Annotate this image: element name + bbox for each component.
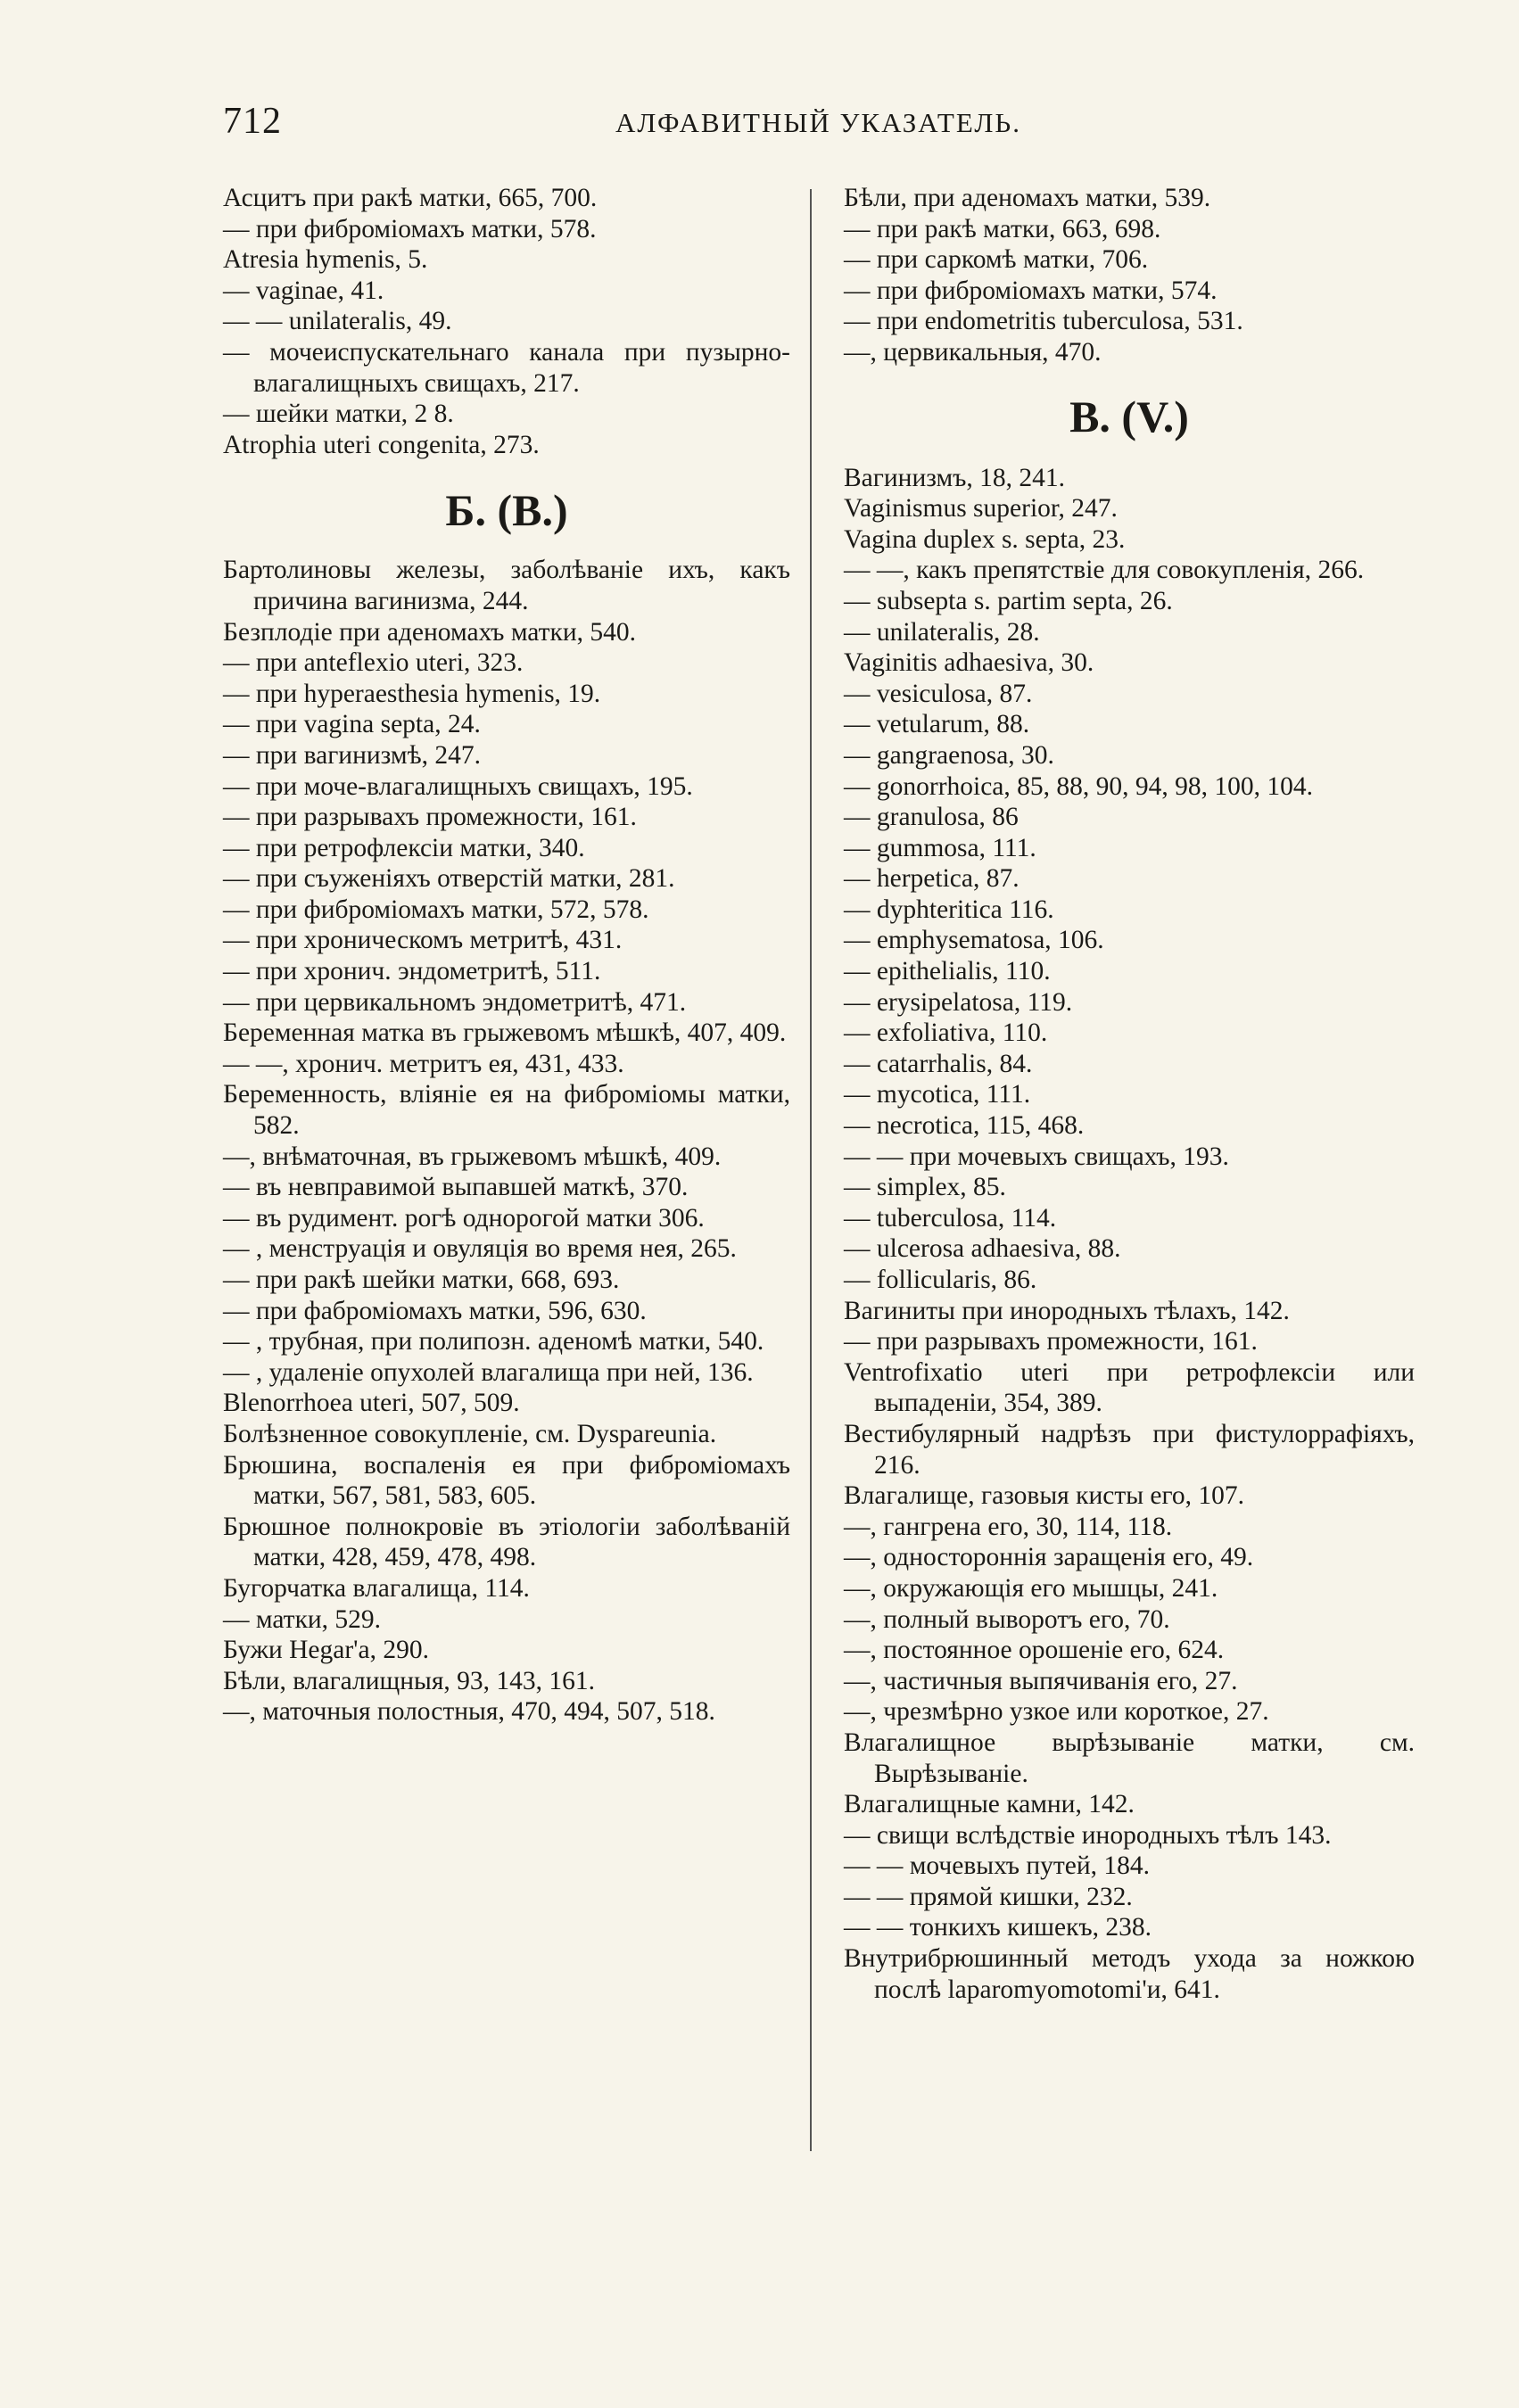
index-entry: — , трубная, при полипозн. аденомѣ матки, 540. (223, 1327, 764, 1357)
index-entry: —, маточныя полостныя, 470, 494, 507, 518. (223, 1697, 715, 1727)
index-entry: — при anteflexio uteri, 323. (223, 648, 524, 678)
index-entry: Беременность, вліяніе ея на фиброміомы матки, 582. (223, 1080, 790, 1141)
index-entry: — матки, 529. (223, 1604, 382, 1634)
page-number: 712 (223, 101, 282, 142)
index-entry: Влагалищные камни, 142. (844, 1790, 1135, 1819)
index-entry: —, частичныя выпячиванія его, 27. (844, 1666, 1238, 1695)
column-divider (810, 189, 812, 2151)
index-entry: — — прямой кишки, 232. (844, 1882, 1133, 1911)
index-entry: —, окружающія его мышцы, 241. (844, 1573, 1218, 1603)
page-header (223, 100, 1284, 144)
index-entry: —, цервикальныя, 470. (844, 337, 1102, 367)
index-entry: Ventrofixatio uteri при ретрофлексіи или выпаденіи, 354, 389. (844, 1357, 1415, 1418)
index-entry: — exfoliativa, 110. (844, 1018, 1048, 1048)
index-entry: — при хроническомъ метритѣ, 431. (223, 926, 623, 955)
index-entry: —, гангрена его, 30, 114, 118. (844, 1512, 1173, 1541)
index-column-left (223, 183, 790, 1728)
index-entry: Вестибулярный надрѣзъ при фистулоррафіяхъ, 216. (844, 1419, 1415, 1480)
index-entry: — при ретрофлексіи матки, 340. (223, 833, 585, 862)
index-entry: — при hyperaesthesia hymenis, 19. (223, 679, 601, 708)
index-entry: — при разрывахъ промежности, 161. (223, 803, 637, 832)
index-entry: Внутрибрюшинный методъ ухода за ножкою послѣ laparomyomotomi'и, 641. (844, 1944, 1415, 2004)
index-entry: — granulosa, 86 (844, 803, 1019, 832)
index-entry: — vetularum, 88. (844, 710, 1030, 739)
index-entry: — follicularis, 86. (844, 1266, 1037, 1294)
index-entry: Бѣли, при аденомахъ матки, 539. (844, 184, 1211, 212)
index-entry: —, чрезмѣрно узкое или короткое, 27. (844, 1697, 1269, 1727)
index-entry: Беременная матка въ грыжевомъ мѣшкѣ, 407, 409. (223, 1018, 787, 1048)
index-entry: Брюшное полнокровіе въ этіологіи заболѣваній матки, 428, 459, 478, 498. (223, 1512, 790, 1572)
index-entry: — — при мочевыхъ свищахъ, 193. (844, 1142, 1229, 1171)
index-entry: — mycotica, 111. (844, 1080, 1031, 1109)
index-entry: Брюшина, воспаленія ея при фиброміомахъ матки, 567, 581, 583, 605. (223, 1450, 790, 1511)
index-entry: — tuberculosa, 114. (844, 1203, 1057, 1233)
index-entry: Blenorrhoea uteri, 507, 509. (223, 1389, 520, 1418)
index-entry: — vesiculosa, 87. (844, 679, 1033, 708)
index-entry: — при съуженіяхъ отверстій матки, 281. (223, 864, 675, 894)
index-entry: — при endometritis tuberculosa, 531. (844, 307, 1243, 336)
index-entry: — шейки матки, 2 8. (223, 400, 454, 429)
index-entry: Асцитъ при ракѣ матки, 665, 700. (223, 184, 598, 212)
index-entry: — gangraenosa, 30. (844, 740, 1054, 770)
index-entry: — при цервикальномъ эндометритѣ, 471. (223, 987, 687, 1017)
index-entry: —, постоянное орошеніе его, 624. (844, 1636, 1225, 1665)
index-entry: — subsepta s. partim septa, 26. (844, 586, 1173, 615)
index-entry: Atresia hymenis, 5. (223, 245, 428, 275)
index-entry: — , удаленіе опухолей влагалища при ней, 136. (223, 1357, 754, 1387)
index-entry: — emphysematosa, 106. (844, 926, 1104, 955)
index-entry: — —, хронич. метритъ ея, 431, 433. (223, 1049, 624, 1078)
index-entry: — при фиброміомахъ матки, 572, 578. (223, 895, 649, 924)
index-entry: — при вагинизмѣ, 247. (223, 740, 481, 770)
index-entry: — свищи вслѣдствіе инородныхъ тѣлъ 143. (844, 1820, 1332, 1850)
index-entry: Болѣзненное совокупленіе, см. Dyspareunia. (223, 1419, 717, 1448)
index-entry: Вагинизмъ, 18, 241. (844, 463, 1066, 492)
index-entry: — при разрывахъ промежности, 161. (844, 1327, 1258, 1357)
index-entry: — — unilateralis, 49. (223, 307, 452, 336)
index-entry: — catarrhalis, 84. (844, 1049, 1033, 1078)
index-entry: — — мочевыхъ путей, 184. (844, 1851, 1151, 1881)
index-entry: Бужи Hegar'а, 290. (223, 1636, 429, 1665)
index-entry: — vaginae, 41. (223, 276, 384, 305)
index-entry: Бѣли, влагалищныя, 93, 143, 161. (223, 1666, 596, 1695)
index-entry: Влагалище, газовыя кисты его, 107. (844, 1481, 1245, 1511)
section-heading: В. (V.) (1069, 391, 1189, 441)
index-entry: —, полный выворотъ его, 70. (844, 1604, 1170, 1634)
index-entry: — — тонкихъ кишекъ, 238. (844, 1913, 1152, 1942)
index-entry: — simplex, 85. (844, 1173, 1006, 1202)
index-entry: — ulcerosa adhaesiva, 88. (844, 1234, 1121, 1264)
index-entry: — въ невправимой выпавшей маткѣ, 370. (223, 1173, 689, 1202)
index-entry: — при vagina septa, 24. (223, 710, 481, 739)
index-entry: — , менструація и овуляція во время нея, 265. (223, 1234, 737, 1264)
index-entry: — при фиброміомахъ матки, 574. (844, 276, 1218, 305)
index-entry: Бартолиновы железы, заболѣваніе ихъ, какъ причина вагинизма, 244. (223, 556, 790, 615)
index-entry: Atrophia uteri congenita, 273. (223, 430, 540, 459)
index-entry: — мочеиспускательнаго канала при пузырно-влагалищныхъ свищахъ, 217. (223, 337, 790, 398)
index-entry: Vaginitis adhaesiva, 30. (844, 648, 1094, 678)
index-entry: — epithelialis, 110. (844, 957, 1051, 986)
index-entry: — при фиброміомахъ матки, 578. (223, 214, 597, 243)
index-entry: —, внѣматочная, въ грыжевомъ мѣшкѣ, 409. (223, 1142, 722, 1171)
section-heading: Б. (B.) (445, 485, 568, 536)
index-entry: Vaginismus superior, 247. (844, 494, 1118, 524)
index-entry: — gonorrhoica, 85, 88, 90, 94, 98, 100, 104. (844, 771, 1314, 801)
index-entry: — herpetica, 87. (844, 864, 1020, 894)
index-entry: — —, какъ препятствіе для совокупленія, 266. (844, 556, 1365, 585)
index-entry: Бугорчатка влагалища, 114. (223, 1573, 530, 1603)
index-entry: — при ракѣ шейки матки, 668, 693. (223, 1266, 620, 1294)
index-entry: — при ракѣ матки, 663, 698. (844, 214, 1161, 243)
index-entry: — въ рудимент. рогѣ однорогой матки 306. (223, 1203, 705, 1233)
index-entry: —, одностороннія заращенія его, 49. (844, 1543, 1254, 1572)
index-entry: — при фаброміомахъ матки, 596, 630. (223, 1296, 647, 1325)
index-entry: — при хронич. эндометритѣ, 511. (223, 957, 601, 986)
index-entry: — unilateralis, 28. (844, 617, 1040, 647)
index-entry: — при моче-влагалищныхъ свищахъ, 195. (223, 771, 693, 801)
index-entry: Вагиниты при инородныхъ тѣлахъ, 142. (844, 1296, 1290, 1325)
index-entry: — при саркомѣ матки, 706. (844, 245, 1149, 275)
index-column-right (844, 183, 1415, 2005)
index-entry: Безплодіе при аденомахъ матки, 540. (223, 617, 636, 647)
index-entry: — erysipelatosa, 119. (844, 987, 1073, 1017)
index-entry: Влагалищное вырѣзываніе матки, см. Вырѣзываніе. (844, 1728, 1415, 1788)
index-entry: — gummosa, 111. (844, 833, 1036, 862)
index-entry: — dyphteritica 116. (844, 895, 1054, 924)
running-title: АЛФАВИТНЫЙ УКАЗАТЕЛЬ. (615, 107, 1021, 138)
index-entry: — necrotica, 115, 468. (844, 1111, 1085, 1141)
index-entry: Vagina duplex s. septa, 23. (844, 524, 1126, 554)
